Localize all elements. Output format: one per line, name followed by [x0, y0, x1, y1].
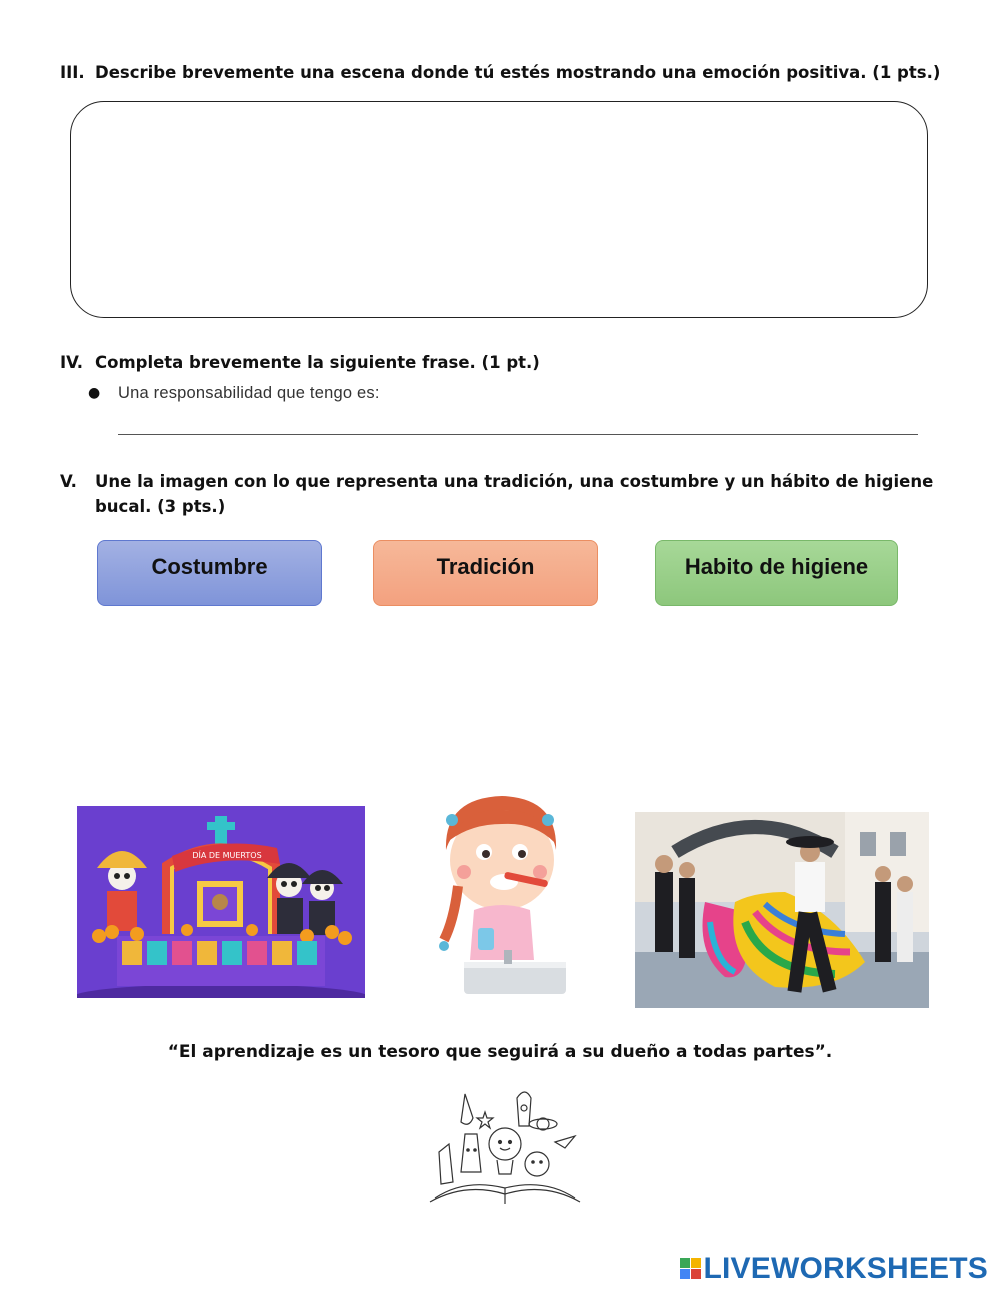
question-iii [60, 60, 960, 86]
altar-banner-text: DÍA DE MUERTOS [192, 851, 262, 860]
liveworksheets-logo [680, 1252, 989, 1286]
quote-text: “El aprendizaje es un tesoro que seguirá a su dueño a todas partes”. [167, 1042, 833, 1062]
day-of-the-dead-image[interactable] [77, 806, 365, 998]
answer-line[interactable] [118, 434, 918, 435]
category-costumbre[interactable] [97, 540, 322, 606]
category-habito-higiene-label: Habito de higiene [684, 554, 869, 579]
liveworksheets-logo-icon [680, 1258, 702, 1280]
category-tradicion[interactable] [373, 540, 598, 606]
category-habito-higiene[interactable] [655, 540, 898, 606]
question-v-line2: bucal. (3 pts.) [95, 497, 226, 516]
liveworksheets-logo-text: LIVEWORKSHEETS [703, 1252, 988, 1285]
question-v-line1: Une la imagen con lo que representa una tradición, una costumbre y un hábito de higiene [95, 472, 934, 491]
question-iv-number: IV. [60, 353, 84, 372]
bullet-icon: ● [88, 385, 101, 401]
question-iii-text: Describe brevemente una escena donde tú estés mostrando una emoción positiva. (1 pts.) [95, 63, 941, 82]
folk-dance-image[interactable] [635, 812, 929, 1008]
category-tradicion-label: Tradición [436, 554, 535, 579]
answer-textbox[interactable] [70, 101, 928, 318]
question-v-number: V. [60, 472, 77, 491]
question-iv-text: Completa brevemente la siguiente frase. (1 pt.) [95, 353, 540, 372]
question-iii-number: III. [60, 63, 85, 82]
question-v [60, 469, 960, 521]
responsibility-prompt: Una responsabilidad que tengo es: [118, 384, 380, 402]
learning-doodle-image [425, 1082, 585, 1208]
question-iv [60, 350, 960, 376]
brushing-teeth-image[interactable] [434, 790, 570, 996]
category-costumbre-label: Costumbre [151, 554, 268, 579]
